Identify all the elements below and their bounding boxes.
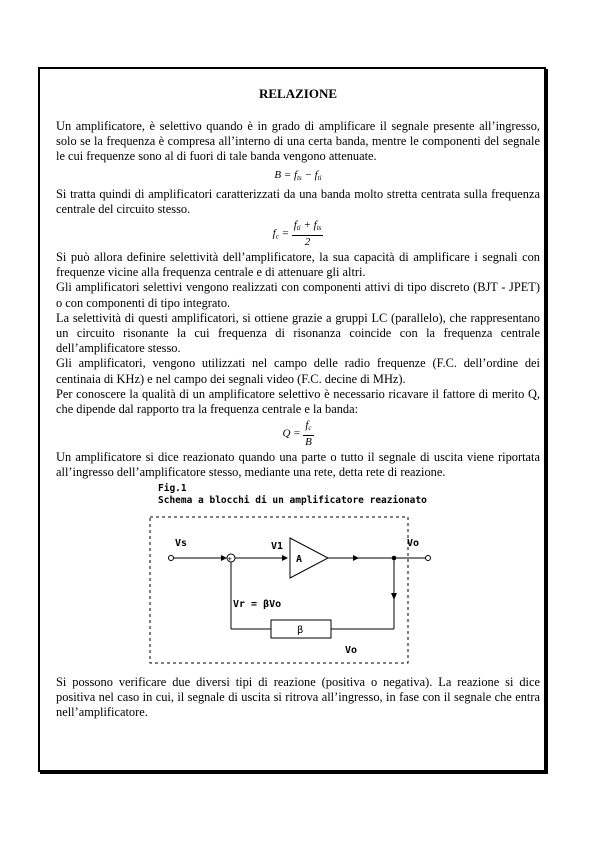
summing-node-sign: +: [228, 555, 232, 563]
formula-bandwidth-sub1: ts: [297, 173, 302, 182]
paragraph-feedback-types: Si possono verificare due diversi tipi di reazione (positiva o negativa). La reazione si dice positiva nel caso in cui, il segnale di uscita si ritrova all’ingresso, in fase con il segnale che entra nell’amplificatore.: [56, 674, 540, 720]
input-terminal: [169, 555, 174, 560]
label-beta: β: [297, 624, 304, 636]
formula-center-num-b-sub: ts: [316, 224, 322, 233]
input-arrow: [221, 555, 227, 561]
v1-arrow: [282, 555, 288, 561]
paragraph-lc-groups: La selettività di questi amplificatori, si ottiene grazie a gruppi LC (parallelo), che rappresentano un circuito risonante la cui frequenza di risonanza coincide con la frequenza centrale dell’amplificatore stesso.: [56, 310, 540, 356]
paragraph-feedback-definition: Un amplificatore si dice reazionato quando una parte o tutto il segnale di uscita viene riportata all’ingresso dell’amplificatore stesso, mediante una rete, detta rete di reazione.: [56, 450, 540, 480]
document-body: [56, 86, 540, 720]
paragraph-narrow-band: Si tratta quindi di amplificatori caratterizzati da una banda molto stretta centrata sulla frequenza centrale del circuito stesso.: [56, 186, 540, 216]
formula-center-lhs-sub: c: [275, 232, 279, 241]
figure-caption-number: Fig.1: [158, 482, 187, 494]
formula-center-numerator: [292, 219, 324, 236]
formula-merit: [56, 419, 540, 449]
label-amplifier: A: [296, 553, 303, 565]
formula-center-eq: =: [278, 227, 292, 240]
label-vr: Vr = βVo: [233, 598, 282, 610]
block-diagram: [56, 483, 540, 669]
formula-center-fraction: [292, 219, 324, 249]
formula-center-denominator: 2: [304, 236, 311, 249]
formula-merit-fraction: [303, 419, 313, 449]
paragraph-components: Gli amplificatori selettivi vengono realizzati con componenti attivi di tipo discreto (BJT - JPET) o con componenti di tipo integrato.: [56, 280, 540, 310]
formula-merit-num-sub: c: [308, 424, 312, 433]
formula-center-lhs: f: [272, 227, 276, 240]
formula-bandwidth-lhs: B = f: [274, 168, 298, 181]
output-arrow: [353, 555, 359, 561]
document-title: RELAZIONE: [258, 86, 338, 101]
formula-center-num-a: f: [293, 219, 297, 232]
figure-feedback-block-diagram: [56, 483, 540, 669]
output-terminal: [426, 555, 431, 560]
label-vo-output: Vo: [407, 537, 420, 549]
formula-merit-lhs: Q =: [282, 427, 304, 440]
formula-center-num-a-sub: ti: [296, 224, 301, 233]
formula-center-num-plus: + f: [300, 219, 317, 232]
formula-bandwidth-mid: − f: [301, 168, 318, 181]
formula-merit-numerator: [303, 419, 313, 436]
label-vs: Vs: [175, 537, 188, 549]
paragraph-merit-factor: Per conoscere la qualità di un amplificatore selettivo è necessario ricavare il fattore di merito Q, che dipende dal rapporto tra la frequenza centrale e la banda:: [56, 386, 540, 417]
figure-caption: [158, 483, 427, 507]
paragraph-applications: Gli amplificatori, vengono utilizzati nel campo delle radio frequenze (F.C. dell’ordine dei centinaia di KHz) e nel campo dei segnali video (F.C. decine di MHz).: [56, 356, 540, 386]
label-v1: V1: [271, 540, 284, 552]
feedback-down-arrow: [391, 593, 397, 600]
figure-caption-title: Schema a blocchi di un amplificatore reazionato: [158, 494, 427, 506]
formula-merit-num: f: [305, 419, 309, 432]
formula-merit-denominator: B: [305, 436, 312, 449]
diagram-boundary: [150, 517, 408, 663]
formula-bandwidth: [56, 167, 540, 186]
label-vo-feedback: Vo: [345, 644, 358, 656]
formula-bandwidth-sub2: ti: [317, 173, 322, 182]
paragraph-selective-definition: Un amplificatore, è selettivo quando è in grado di amplificare il segnale presente all’ingresso, solo se la frequenza è compresa all’interno di una certa banda, mentre le componenti del segnale le cui frequenze sono al di fuori di tale banda vengono attenuate.: [56, 119, 540, 164]
paragraph-selectivity: Si può allora definire selettività dell’amplificatore, la sua capacità di amplificare i segnali con frequenze vicine alla frequenza centrale e di attenuare gli altri.: [56, 250, 540, 280]
formula-center-frequency: [56, 219, 540, 249]
